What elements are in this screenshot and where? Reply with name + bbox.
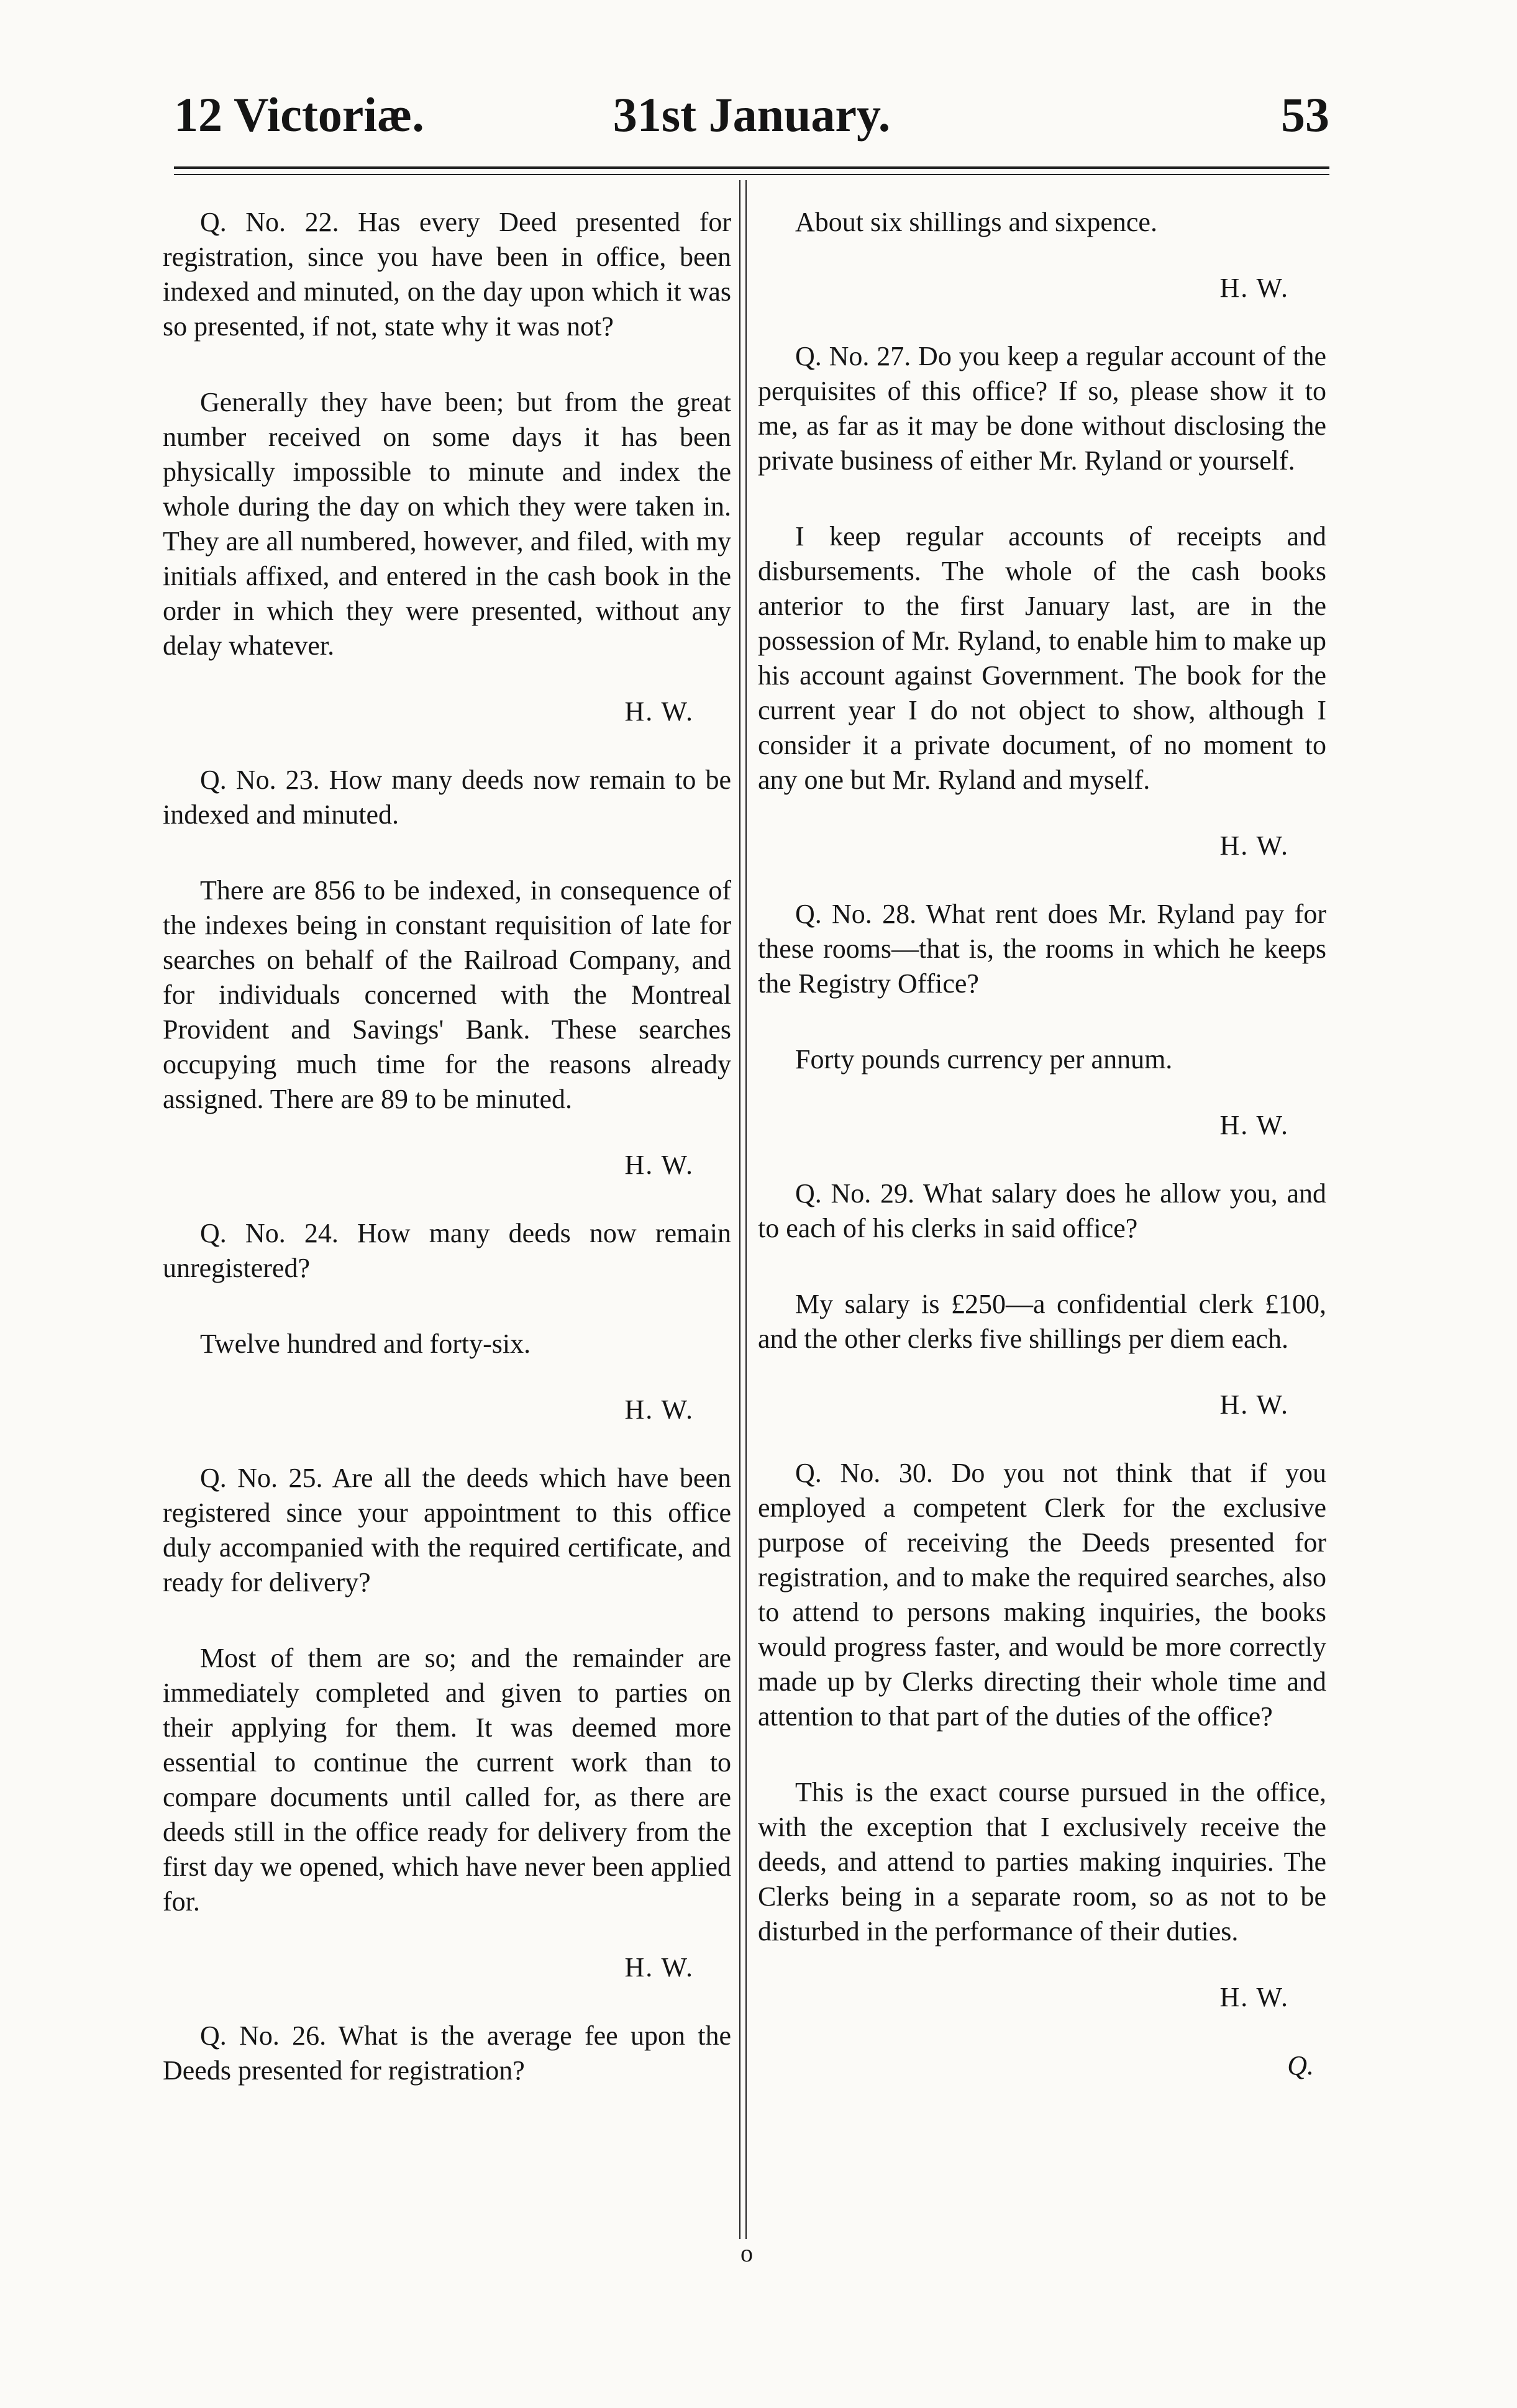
column-divider-right <box>745 180 747 2239</box>
question-text: What is the average fee upon the Deeds presented for registration? <box>163 2020 731 2086</box>
signature-initials: H. W. <box>624 696 694 727</box>
question-text: How many deeds now remain unregistered? <box>163 1218 732 1283</box>
page-number: 53 <box>1281 88 1329 142</box>
question-paragraph <box>163 763 731 832</box>
answer-paragraph: About six shillings and sixpence. <box>795 207 1157 237</box>
question-paragraph <box>758 1456 1326 1734</box>
answer-paragraph: Twelve hundred and forty-six. <box>200 1329 531 1359</box>
signature-initials: H. W. <box>624 1952 694 1983</box>
question-number: Q. No. 22. <box>200 207 339 237</box>
question-number: Q. No. 24. <box>200 1218 339 1248</box>
question-text: How many deeds now remain to be indexed and minuted. <box>163 765 731 830</box>
column-divider-left <box>739 180 740 2239</box>
question-text: What rent does Mr. Ryland pay for these rooms—that is, the rooms in which he keeps the Registry Office? <box>758 899 1326 999</box>
signature-initials: H. W. <box>624 1394 694 1425</box>
answer-paragraph: I keep regular accounts of receipts and disbursements. The whole of the cash books anterior to the first January last, are in the possession of Mr. Ryland, to enable him to make up his account against Government. The book for the current year I do not object to show, although I consider it a private document, of no moment to any one but Mr. Ryland and myself. <box>758 521 1326 795</box>
question-paragraph <box>163 205 731 344</box>
question-number: Q. No. 28. <box>795 899 917 929</box>
right-column <box>758 205 1326 2083</box>
signature-initials: H. W. <box>1219 1982 1289 2012</box>
answer-paragraph: Forty pounds currency per annum. <box>795 1044 1173 1075</box>
signature-initials: H. W. <box>1219 830 1289 861</box>
question-text: Do you keep a regular account of the perquisites of this office? If so, please show it to me, as far as it may be done without disclosing the private business of either Mr. Ryland or yourself. <box>758 341 1327 476</box>
page-header <box>174 75 1329 149</box>
question-number: Q. No. 26. <box>200 2020 327 2051</box>
answer-paragraph: My salary is £250—a confidential clerk £100, and the other clerks five shillings per diem each. <box>758 1289 1326 1354</box>
question-number: Q. No. 25. <box>200 1463 323 1493</box>
signature-initials: H. W. <box>1219 1110 1289 1140</box>
question-paragraph <box>163 1461 731 1600</box>
signature-initials: H. W. <box>624 1150 694 1180</box>
question-number: Q. No. 30. <box>795 1458 933 1488</box>
question-text: What salary does he allow you, and to each of his clerks in said office? <box>758 1178 1326 1243</box>
answer-paragraph: There are 856 to be indexed, in consequence of the indexes being in constant requisition of late for searches on behalf of the Railroad Company, and for individuals concerned with the Montreal Provident and Savings' Bank. These searches occupying much time for the reasons already assigned. There are 89 to be minuted. <box>163 875 731 1114</box>
answer-paragraph: Generally they have been; but from the great number received on some days it has been physically impossible to minute and index the whole during the day on which they were taken in. They are all numbered, however, and filed, with my initials affixed, and entered in the cash book in the order in which they were presented, without any delay whatever. <box>163 387 731 661</box>
question-text: Do you not think that if you employed a competent Clerk for the exclusive purpose of receiving the Deeds presented for registration, and to make the required searches, also to attend to persons making inquiries, the books would progress faster, and would be more correctly made up by Clerks directing their whole time and attention to that part of the duties of the office? <box>758 1458 1326 1732</box>
answer-paragraph: This is the exact course pursued in the office, with the exception that I exclusively receive the deeds, and attend to parties making inquiries. The Clerks being in a separate room, so as not to be disturbed in the performance of their duties. <box>758 1777 1326 1947</box>
signature-initials: H. W. <box>1219 1389 1289 1420</box>
question-paragraph <box>758 339 1326 478</box>
question-number: Q. No. 23. <box>200 765 320 795</box>
question-paragraph <box>163 2019 731 2088</box>
header-session: 12 Victoriæ. <box>174 88 424 142</box>
question-paragraph <box>758 897 1326 1001</box>
header-date: 31st January. <box>613 88 891 142</box>
question-paragraph <box>163 1216 731 1286</box>
signature-initials: H. W. <box>1219 273 1289 303</box>
header-rule-thin <box>174 174 1329 175</box>
left-column <box>163 205 731 2129</box>
question-number: Q. No. 27. <box>795 341 911 371</box>
question-number: Q. No. 29. <box>795 1178 914 1209</box>
catchword: Q. <box>1287 2050 1314 2081</box>
signature-mark: o <box>740 2239 753 2267</box>
answer-paragraph: Most of them are so; and the remainder are immediately completed and given to parties on their applying for them. It was deemed more essential to continue the current work than to compare documents until called for, as there are deeds still in the office ready for delivery from the first day we opened, which have never been applied for. <box>163 1643 731 1917</box>
question-text: Has every Deed presented for registration, since you have been in office, been indexed and minuted, on the day upon which it was so presented, if not, state why it was not? <box>163 207 731 342</box>
question-paragraph <box>758 1176 1326 1246</box>
question-text: Are all the deeds which have been registered since your appointment to this office duly accompanied with the required certificate, and ready for delivery? <box>163 1463 731 1597</box>
header-rule-thick <box>174 166 1329 169</box>
